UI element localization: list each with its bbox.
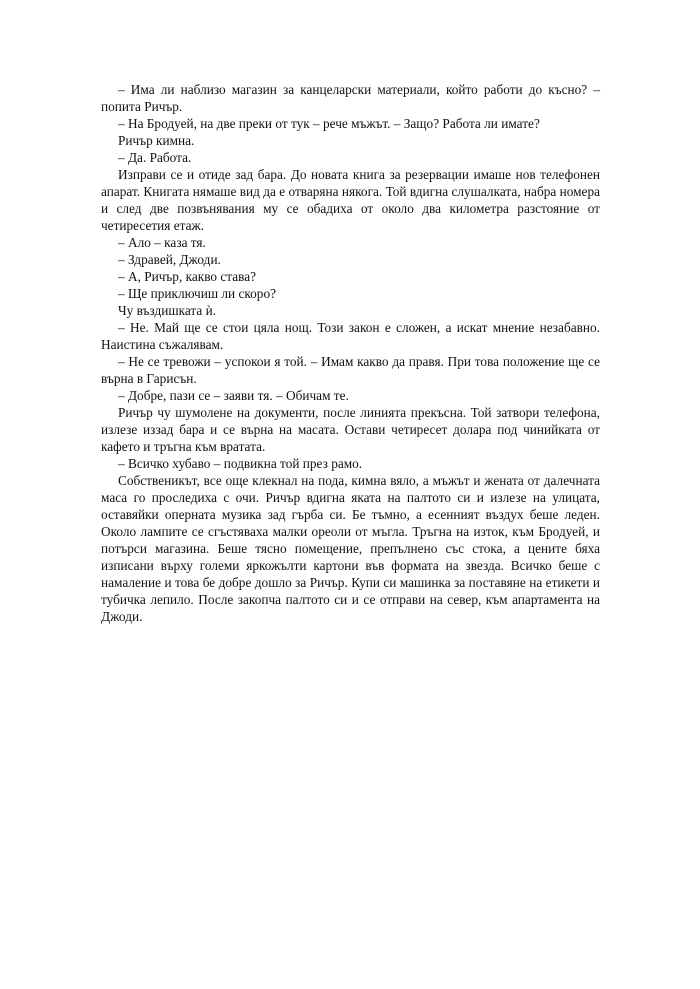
paragraph: – Да. Работа. [118,150,192,165]
paragraph: – Ще приключиш ли скоро? [118,286,276,301]
paragraph: – А, Ричър, какво става? [118,269,257,284]
paragraph: Ричър кимна. [118,133,195,148]
paragraph: – Ало – каза тя. [118,235,206,250]
paragraph: Собственикът, все още клекнал на пода, кимна вяло, а мъжът и жената от далечната маса го проследиха с очи. Ричър вдигна яката на палтото си и излезе на улицата, оставяйки оперната музика зад гърба си. Бе тъмно, а есенният въздух беше леден. Около лампите се сгъстяваха малки ореоли от мъгла. Тръгна на изток, към Бродуей, и потърси магазина. Беше тясно помещение, препълнено със стока, а цените бяха изписани върху големи яркожълти картони във формата на звезда. Всичко беше с намаление и това бе добре дошло за Ричър. Купи си машинка за поставяне на етикети и тубичка лепило. После закопча палтото си и се отправи на север, към апартамента на Джоди. [101,473,600,624]
paragraph: Ричър чу шумолене на документи, после линията прекъсна. Той затвори телефона, излезе иззад бара и се върна на масата. Остави четиресет долара под чинийката от кафето и тръгна към вратата. [101,405,600,454]
paragraph: Чу въздишката ѝ. [118,303,217,318]
paragraph: – Всичко хубаво – подвикна той през рамо. [118,456,363,471]
paragraph: – Не се тревожи – успокои я той. – Имам какво да правя. При това положение ще се върна в Гарисън. [101,354,600,386]
paragraph: – Здравей, Джоди. [118,252,221,267]
paragraph: – На Бродуей, на две преки от тук – рече мъжът. – Защо? Работа ли имате? [118,116,540,131]
paragraph: – Добре, пази се – заяви тя. – Обичам те. [118,388,349,403]
paragraph: Изправи се и отиде зад бара. До новата книга за резервации имаше нов телефонен апарат. Книгата нямаше вид да е отваряна някога. Той вдигна слушалката, набра номера и след две позвънявания му се обадиха от около два километра разстояние от четиресетия етаж. [101,167,600,233]
paragraph: – Не. Май ще се стои цяла нощ. Този закон е сложен, а искат мнение незабавно. Наистина съжалявам. [101,320,600,352]
body-text [101,81,600,625]
paragraph: – Има ли наблизо магазин за канцеларски материали, който работи до късно? – попита Ричър. [101,82,600,114]
